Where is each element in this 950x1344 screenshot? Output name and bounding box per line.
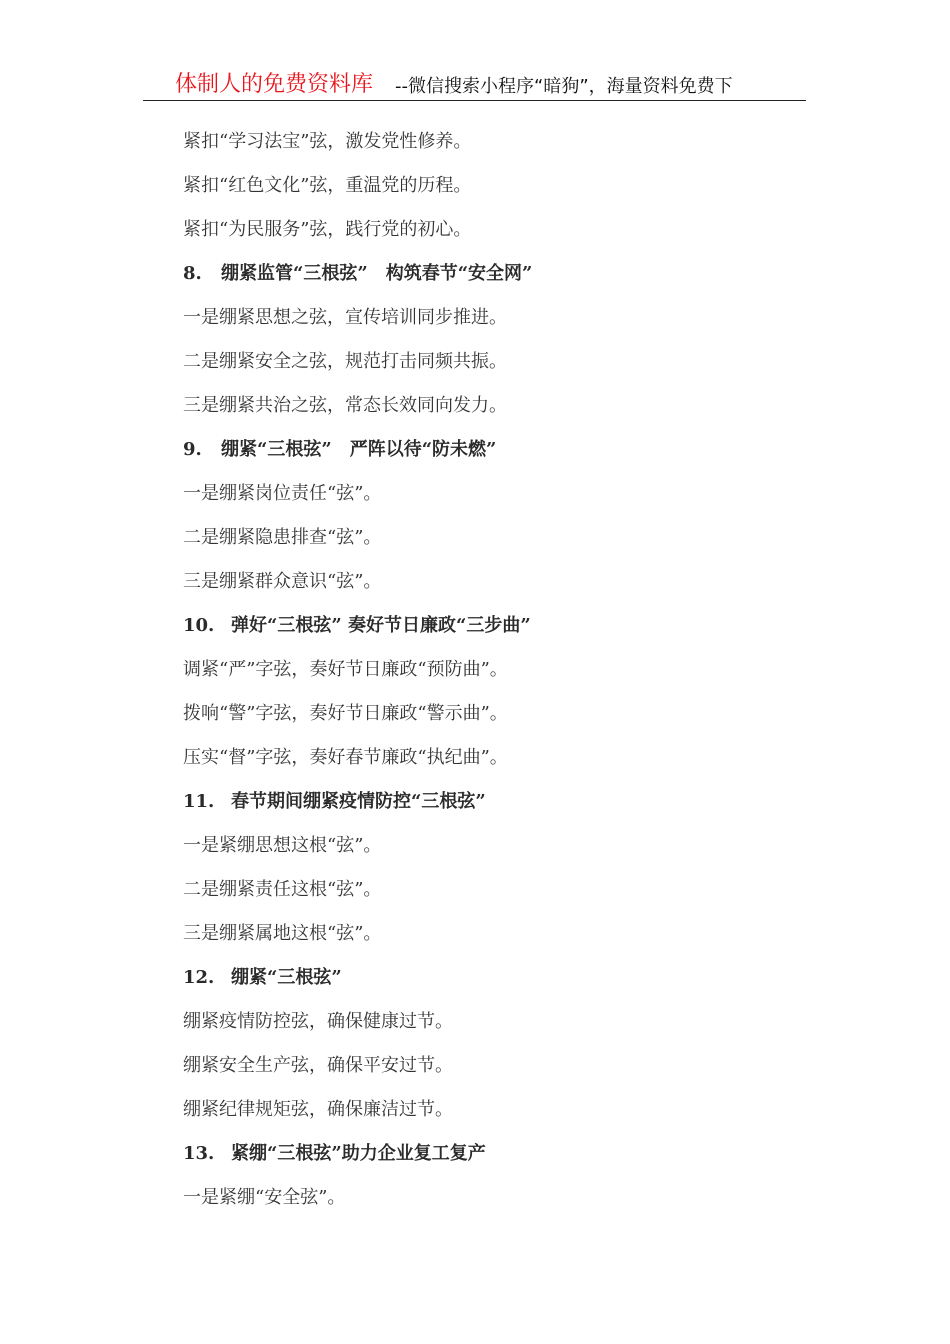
section-heading — [183, 1138, 823, 1182]
section-number: 10. — [183, 615, 215, 636]
body-line-text: 拨响“警”字弦，奏好节日廉政“警示曲”。 — [183, 703, 508, 724]
body-line-text: 一是紧绷思想这根“弦”。 — [183, 835, 382, 856]
section-heading-text: 绷紧“三根弦” — [231, 967, 342, 988]
body-line-text: 三是绷紧共治之弦，常态长效同向发力。 — [183, 395, 507, 416]
body-line — [183, 126, 823, 170]
body-line-text: 调紧“严”字弦，奏好节日廉政“预防曲”。 — [183, 659, 508, 680]
body-line-text: 绷紧安全生产弦，确保平安过节。 — [183, 1055, 453, 1076]
body-line — [183, 874, 823, 918]
body-line-text: 二是绷紧责任这根“弦”。 — [183, 879, 382, 900]
body-line-text: 压实“督”字弦，奏好春节廉政“执纪曲”。 — [183, 747, 508, 768]
body-line-text: 一是绷紧思想之弦，宣传培训同步推进。 — [183, 307, 507, 328]
page-header — [143, 70, 806, 101]
brand-title: 体制人的免费资料库 — [175, 72, 374, 97]
body-line — [183, 302, 823, 346]
section-heading — [183, 962, 823, 1006]
body-line — [183, 1094, 823, 1138]
body-line — [183, 346, 823, 390]
body-line — [183, 1050, 823, 1094]
body-line — [183, 654, 823, 698]
section-number: 8. — [183, 263, 202, 284]
section-heading-text: 紧绷“三根弦”助力企业复工复产 — [231, 1143, 486, 1164]
body-line — [183, 698, 823, 742]
header-tagline: --微信搜索小程序“暗狗”，海量资料免费下 — [395, 76, 733, 97]
body-line-text: 二是绷紧隐患排查“弦”。 — [183, 527, 382, 548]
document-body — [183, 126, 823, 1226]
body-line — [183, 478, 823, 522]
body-line-text: 绷紧纪律规矩弦，确保廉洁过节。 — [183, 1099, 453, 1120]
section-heading — [183, 434, 823, 478]
body-line-text: 紧扣“为民服务”弦，践行党的初心。 — [183, 219, 472, 240]
body-line — [183, 918, 823, 962]
section-heading — [183, 610, 823, 654]
section-number: 11. — [183, 791, 215, 812]
body-line — [183, 830, 823, 874]
section-heading-text: 春节期间绷紧疫情防控“三根弦” — [231, 791, 486, 812]
section-heading-text: 弹好“三根弦” 奏好节日廉政“三步曲” — [231, 615, 531, 636]
body-line-text: 紧扣“红色文化”弦，重温党的历程。 — [183, 175, 472, 196]
body-line-text: 三是绷紧群众意识“弦”。 — [183, 571, 382, 592]
section-heading — [183, 258, 823, 302]
body-line — [183, 170, 823, 214]
section-heading-text: 绷紧“三根弦” 严阵以待“防未燃” — [221, 439, 497, 460]
body-line — [183, 1006, 823, 1050]
section-heading-text: 绷紧监管“三根弦” 构筑春节“安全网” — [221, 263, 533, 284]
section-number: 9. — [183, 439, 202, 460]
body-line — [183, 214, 823, 258]
body-line — [183, 522, 823, 566]
body-line-text: 紧扣“学习法宝”弦，激发党性修养。 — [183, 131, 472, 152]
body-line — [183, 1182, 823, 1226]
body-line — [183, 742, 823, 786]
section-number: 12. — [183, 967, 215, 988]
body-line-text: 一是紧绷“安全弦”。 — [183, 1187, 346, 1208]
body-line — [183, 390, 823, 434]
body-line — [183, 566, 823, 610]
body-line-text: 三是绷紧属地这根“弦”。 — [183, 923, 382, 944]
body-line-text: 二是绷紧安全之弦，规范打击同频共振。 — [183, 351, 507, 372]
body-line-text: 绷紧疫情防控弦，确保健康过节。 — [183, 1011, 453, 1032]
section-heading — [183, 786, 823, 830]
section-number: 13. — [183, 1143, 215, 1164]
body-line-text: 一是绷紧岗位责任“弦”。 — [183, 483, 382, 504]
